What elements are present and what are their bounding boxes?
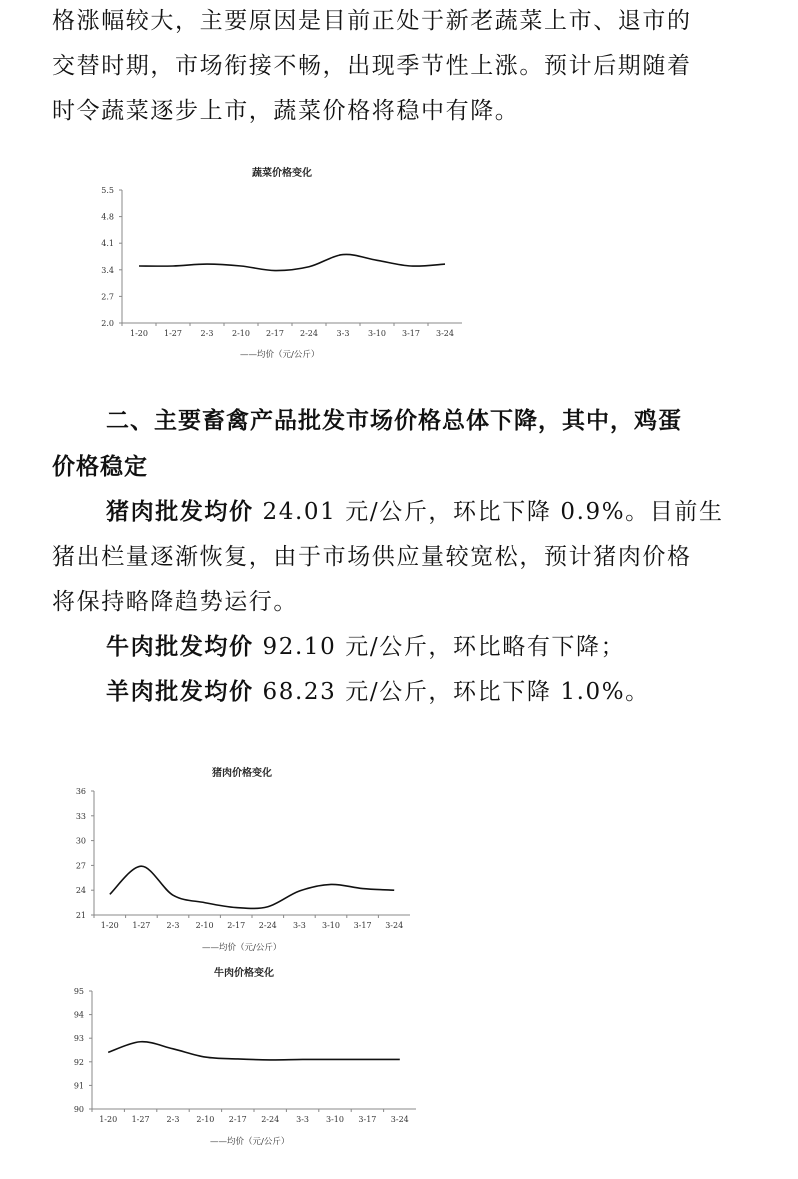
beef-chart-title: 牛肉价格变化 bbox=[214, 968, 274, 979]
pork-price-chart-svg bbox=[60, 760, 420, 960]
pork-x-tick-label: 2-17 bbox=[227, 921, 246, 930]
beef-x-tick-label: 2-24 bbox=[261, 1115, 280, 1124]
pork-text: 24.01 元/公斤，环比下降 0.9%。目前生 bbox=[253, 499, 724, 525]
pork-y-tick-label: 36 bbox=[75, 787, 86, 796]
beef-paragraph bbox=[106, 628, 625, 661]
beef-y-tick-label: 91 bbox=[73, 1081, 84, 1091]
beef-x-tick-label: 1-20 bbox=[99, 1115, 118, 1124]
beef-y-tick-label: 93 bbox=[73, 1034, 84, 1044]
beef-x-tick-label: 3-24 bbox=[390, 1115, 409, 1124]
beef-x-tick-label: 3-17 bbox=[358, 1115, 377, 1124]
pork-x-tick-label: 3-3 bbox=[292, 921, 306, 930]
vegetable-y-tick-label: 4.1 bbox=[101, 239, 114, 249]
beef-series-line bbox=[108, 1042, 400, 1060]
section-heading-line-2: 价格稳定 bbox=[52, 454, 148, 480]
vegetable-x-tick-label: 3-10 bbox=[368, 329, 386, 338]
vegetable-x-tick-label: 2-17 bbox=[266, 329, 284, 338]
pork-x-tick-label: 2-10 bbox=[195, 921, 214, 930]
paragraph-vegetable-line-2: 交替时期，市场衔接不畅，出现季节性上涨。预计后期随着 bbox=[52, 53, 692, 79]
vegetable-y-tick-label: 4.8 bbox=[101, 212, 114, 222]
pork-y-tick-label: 24 bbox=[75, 886, 86, 896]
vegetable-x-tick-label: 3-17 bbox=[402, 329, 420, 338]
pork-label: 猪肉批发均价 bbox=[106, 499, 254, 525]
vegetable-price-chart-svg bbox=[90, 160, 470, 370]
vegetable-x-tick-label: 3-3 bbox=[336, 329, 350, 338]
beef-price-chart-svg bbox=[60, 960, 430, 1160]
lamb-label: 羊肉批发均价 bbox=[106, 679, 254, 705]
pork-x-tick-label: 3-24 bbox=[385, 921, 404, 930]
vegetable-y-tick-label: 5.5 bbox=[101, 186, 114, 195]
pork-y-tick-label: 33 bbox=[75, 811, 86, 821]
beef-label: 牛肉批发均价 bbox=[106, 634, 254, 660]
beef-legend: ——均价（元/公斤） bbox=[210, 1137, 290, 1147]
beef-x-tick-label: 2-17 bbox=[228, 1115, 247, 1124]
vegetable-chart-title: 蔬菜价格变化 bbox=[252, 168, 312, 179]
pork-chart-title: 猪肉价格变化 bbox=[212, 768, 272, 779]
pork-x-tick-label: 2-24 bbox=[258, 921, 277, 930]
pork-price-chart bbox=[60, 760, 420, 960]
pork-paragraph-line-2: 猪出栏量逐渐恢复，由于市场供应量较宽松，预计猪肉价格 bbox=[52, 544, 692, 570]
pork-legend: ——均价（元/公斤） bbox=[202, 943, 282, 953]
section-heading-line-1: 二、主要畜禽产品批发市场价格总体下降，其中，鸡蛋 bbox=[106, 408, 682, 434]
beef-price-chart bbox=[60, 960, 430, 1160]
pork-series-line bbox=[110, 866, 394, 908]
pork-paragraph-line-1 bbox=[106, 493, 724, 526]
vegetable-legend: ——均价（元/公斤） bbox=[240, 350, 320, 360]
vegetable-y-tick-label: 2.0 bbox=[101, 319, 114, 328]
pork-x-tick-label: 2-3 bbox=[166, 921, 180, 930]
lamb-text: 68.23 元/公斤，环比下降 1.0%。 bbox=[253, 679, 650, 705]
pork-y-tick-label: 21 bbox=[75, 911, 86, 920]
beef-x-tick-label: 1-27 bbox=[131, 1115, 150, 1124]
lamb-paragraph bbox=[106, 673, 650, 706]
pork-x-tick-label: 1-27 bbox=[132, 921, 151, 930]
vegetable-x-tick-label: 2-10 bbox=[232, 329, 250, 338]
vegetable-x-tick-label: 1-20 bbox=[130, 329, 148, 338]
pork-x-tick-label: 3-17 bbox=[353, 921, 372, 930]
vegetable-price-chart bbox=[90, 160, 470, 370]
pork-y-tick-label: 30 bbox=[75, 836, 86, 846]
beef-text: 92.10 元/公斤，环比略有下降； bbox=[253, 634, 626, 660]
beef-y-tick-label: 90 bbox=[73, 1105, 84, 1114]
vegetable-x-tick-label: 3-24 bbox=[436, 329, 454, 338]
vegetable-y-tick-label: 3.4 bbox=[101, 265, 114, 275]
paragraph-vegetable-line-1: 格涨幅较大，主要原因是目前正处于新老蔬菜上市、退市的 bbox=[52, 8, 692, 34]
vegetable-y-tick-label: 2.7 bbox=[101, 292, 114, 302]
pork-y-tick-label: 27 bbox=[75, 861, 86, 871]
beef-x-tick-label: 2-3 bbox=[166, 1115, 180, 1124]
paragraph-vegetable-line-3: 时令蔬菜逐步上市，蔬菜价格将稳中有降。 bbox=[52, 98, 520, 124]
beef-x-tick-label: 3-3 bbox=[296, 1115, 310, 1124]
beef-x-tick-label: 3-10 bbox=[326, 1115, 344, 1124]
pork-x-tick-label: 3-10 bbox=[322, 921, 340, 930]
beef-y-tick-label: 94 bbox=[73, 1010, 84, 1020]
beef-y-tick-label: 92 bbox=[73, 1057, 84, 1067]
vegetable-x-tick-label: 2-3 bbox=[200, 329, 214, 338]
vegetable-x-tick-label: 2-24 bbox=[300, 329, 318, 338]
pork-x-tick-label: 1-20 bbox=[100, 921, 119, 930]
beef-y-tick-label: 95 bbox=[73, 987, 84, 996]
pork-paragraph-line-3: 将保持略降趋势运行。 bbox=[52, 589, 298, 615]
vegetable-series-line bbox=[139, 254, 445, 270]
beef-x-tick-label: 2-10 bbox=[196, 1115, 215, 1124]
vegetable-x-tick-label: 1-27 bbox=[164, 329, 182, 338]
